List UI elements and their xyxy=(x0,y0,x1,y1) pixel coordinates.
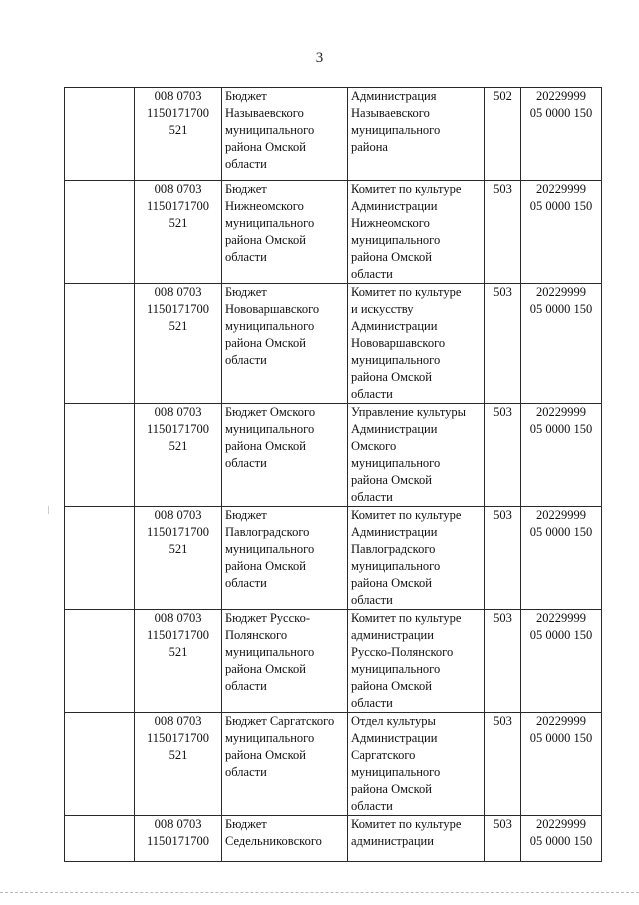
admin-code-cell: 503 xyxy=(485,181,521,284)
administrator-cell-line: Управление культуры xyxy=(351,405,467,419)
budget-name-cell xyxy=(222,816,348,862)
revenue-code-cell-line: 20229999 xyxy=(536,405,586,419)
administrator-cell xyxy=(348,610,485,713)
classification-code-cell-line: 521 xyxy=(168,748,188,762)
admin-code-cell: 503 xyxy=(485,284,521,404)
empty-cell xyxy=(65,284,135,404)
administrator-cell-line: района Омской xyxy=(351,250,432,264)
administrator-cell-line: области xyxy=(351,593,393,607)
revenue-code-cell xyxy=(521,713,602,816)
budget-name-cell-line: Нижнеомского xyxy=(225,199,304,213)
budget-name-cell-line: Бюджет xyxy=(225,817,267,831)
classification-code-cell-line: 008 0703 xyxy=(154,182,202,196)
administrator-cell-line: Администрации xyxy=(351,525,438,539)
administrator-cell-line: Русско-Полянского xyxy=(351,645,454,659)
revenue-code-cell-line: 20229999 xyxy=(536,714,586,728)
budget-name-cell xyxy=(222,181,348,284)
administrator-cell-line: района xyxy=(351,140,388,154)
budget-name-cell xyxy=(222,88,348,181)
administrator-cell-line: области xyxy=(351,490,393,504)
budget-name-cell-line: Бюджет xyxy=(225,182,267,196)
administrator-cell-line: муниципального xyxy=(351,353,441,367)
classification-code-cell-line: 521 xyxy=(168,645,188,659)
revenue-code-cell-line: 20229999 xyxy=(536,817,586,831)
administrator-cell-line: Комитет по культуре xyxy=(351,817,462,831)
classification-code-cell xyxy=(135,816,222,862)
revenue-code-cell xyxy=(521,507,602,610)
administrator-cell-line: Нижнеомского xyxy=(351,216,430,230)
admin-code-cell: 503 xyxy=(485,404,521,507)
budget-name-cell-line: муниципального xyxy=(225,216,315,230)
budget-name-cell xyxy=(222,404,348,507)
classification-code-cell-line: 1150171700 xyxy=(146,199,210,213)
administrator-cell xyxy=(348,181,485,284)
classification-code-cell-line: 1150171700 xyxy=(146,302,210,316)
administrator-cell-line: области xyxy=(351,267,393,281)
budget-name-cell-line: Бюджет Саргатского xyxy=(225,714,335,728)
administrator-cell xyxy=(348,816,485,862)
empty-cell xyxy=(65,404,135,507)
revenue-code-cell-line: 20229999 xyxy=(536,285,586,299)
budget-name-cell-line: Нововаршавского xyxy=(225,302,320,316)
revenue-code-cell xyxy=(521,88,602,181)
administrator-cell-line: муниципального xyxy=(351,233,441,247)
budget-name-cell-line: муниципального xyxy=(225,123,315,137)
administrator-cell-line: муниципального xyxy=(351,456,441,470)
classification-code-cell-line: 1150171700 xyxy=(146,106,210,120)
administrator-cell-line: Администрации xyxy=(351,199,438,213)
budget-name-cell-line: муниципального xyxy=(225,422,315,436)
administrator-cell-line: Саргатского xyxy=(351,748,416,762)
administrator-cell-line: области xyxy=(351,799,393,813)
budget-table xyxy=(64,87,602,862)
administrator-cell-line: Администрации xyxy=(351,319,438,333)
revenue-code-cell-line: 05 0000 150 xyxy=(529,628,593,642)
admin-code-cell: 503 xyxy=(485,507,521,610)
administrator-cell-line: Называевского xyxy=(351,106,430,120)
revenue-code-cell xyxy=(521,181,602,284)
revenue-code-cell xyxy=(521,404,602,507)
table-row xyxy=(65,507,602,610)
classification-code-cell-line: 1150171700 xyxy=(146,422,210,436)
classification-code-cell-line: 1150171700 xyxy=(146,834,210,848)
administrator-cell-line: Комитет по культуре xyxy=(351,285,462,299)
table-row xyxy=(65,88,602,181)
revenue-code-cell-line: 05 0000 150 xyxy=(529,731,593,745)
budget-name-cell xyxy=(222,507,348,610)
administrator-cell-line: администрации xyxy=(351,834,434,848)
administrator-cell-line: района Омской xyxy=(351,473,432,487)
classification-code-cell xyxy=(135,181,222,284)
budget-name-cell-line: муниципального xyxy=(225,645,315,659)
classification-code-cell xyxy=(135,610,222,713)
empty-cell xyxy=(65,507,135,610)
budget-name-cell-line: области xyxy=(225,353,267,367)
revenue-code-cell-line: 20229999 xyxy=(536,611,586,625)
admin-code-cell: 503 xyxy=(485,713,521,816)
revenue-code-cell-line: 05 0000 150 xyxy=(529,422,593,436)
classification-code-cell xyxy=(135,507,222,610)
budget-name-cell-line: области xyxy=(225,157,267,171)
empty-cell xyxy=(65,610,135,713)
table-row xyxy=(65,404,602,507)
administrator-cell-line: муниципального xyxy=(351,123,441,137)
revenue-code-cell-line: 20229999 xyxy=(536,89,586,103)
administrator-cell-line: муниципального xyxy=(351,765,441,779)
administrator-cell xyxy=(348,507,485,610)
administrator-cell-line: района Омской xyxy=(351,370,432,384)
administrator-cell-line: Администрации xyxy=(351,422,438,436)
classification-code-cell-line: 008 0703 xyxy=(154,405,202,419)
budget-name-cell-line: Бюджет xyxy=(225,285,267,299)
admin-code-cell: 503 xyxy=(485,816,521,862)
administrator-cell xyxy=(348,713,485,816)
administrator-cell-line: района Омской xyxy=(351,679,432,693)
budget-name-cell-line: муниципального xyxy=(225,319,315,333)
budget-name-cell-line: Седельниковского xyxy=(225,834,322,848)
administrator-cell-line: и искусству xyxy=(351,302,414,316)
budget-name-cell xyxy=(222,610,348,713)
administrator-cell-line: Комитет по культуре xyxy=(351,182,462,196)
administrator-cell xyxy=(348,88,485,181)
budget-name-cell-line: Бюджет Омского xyxy=(225,405,316,419)
administrator-cell-line: области xyxy=(351,696,393,710)
administrator-cell-line: Администрации xyxy=(351,731,438,745)
empty-cell xyxy=(65,713,135,816)
budget-name-cell-line: Павлоградского xyxy=(225,525,310,539)
budget-name-cell-line: района Омской xyxy=(225,233,306,247)
administrator-cell-line: Омского xyxy=(351,439,397,453)
budget-name-cell-line: Бюджет xyxy=(225,508,267,522)
classification-code-cell xyxy=(135,88,222,181)
classification-code-cell-line: 008 0703 xyxy=(154,508,202,522)
budget-name-cell-line: Бюджет xyxy=(225,89,267,103)
classification-code-cell-line: 521 xyxy=(168,439,188,453)
administrator-cell-line: Отдел культуры xyxy=(351,714,436,728)
classification-code-cell xyxy=(135,404,222,507)
admin-code-cell: 503 xyxy=(485,610,521,713)
empty-cell xyxy=(65,181,135,284)
administrator-cell-line: области xyxy=(351,387,393,401)
classification-code-cell-line: 1150171700 xyxy=(146,628,210,642)
budget-name-cell-line: области xyxy=(225,765,267,779)
budget-name-cell-line: Бюджет Русско- xyxy=(225,611,310,625)
budget-name-cell-line: района Омской xyxy=(225,559,306,573)
classification-code-cell-line: 008 0703 xyxy=(154,817,202,831)
table-row xyxy=(65,181,602,284)
classification-code-cell-line: 008 0703 xyxy=(154,714,202,728)
budget-name-cell-line: района Омской xyxy=(225,748,306,762)
budget-name-cell-line: области xyxy=(225,456,267,470)
budget-name-cell xyxy=(222,284,348,404)
classification-code-cell xyxy=(135,284,222,404)
revenue-code-cell-line: 20229999 xyxy=(536,182,586,196)
revenue-code-cell-line: 05 0000 150 xyxy=(529,834,593,848)
revenue-code-cell-line: 05 0000 150 xyxy=(529,106,593,120)
budget-name-cell-line: области xyxy=(225,250,267,264)
budget-name-cell-line: Называевского xyxy=(225,106,304,120)
classification-code-cell-line: 1150171700 xyxy=(146,731,210,745)
admin-code-cell: 502 xyxy=(485,88,521,181)
budget-name-cell-line: района Омской xyxy=(225,140,306,154)
revenue-code-cell xyxy=(521,816,602,862)
revenue-code-cell-line: 05 0000 150 xyxy=(529,525,593,539)
empty-cell xyxy=(65,88,135,181)
revenue-code-cell-line: 20229999 xyxy=(536,508,586,522)
margin-mark xyxy=(48,506,49,514)
revenue-code-cell xyxy=(521,610,602,713)
classification-code-cell-line: 521 xyxy=(168,542,188,556)
budget-name-cell-line: Полянского xyxy=(225,628,288,642)
classification-code-cell-line: 008 0703 xyxy=(154,89,202,103)
table-row xyxy=(65,284,602,404)
table-row xyxy=(65,610,602,713)
budget-name-cell-line: района Омской xyxy=(225,336,306,350)
budget-name-cell-line: района Омской xyxy=(225,439,306,453)
classification-code-cell-line: 008 0703 xyxy=(154,611,202,625)
budget-name-cell-line: области xyxy=(225,679,267,693)
administrator-cell-line: Администрация xyxy=(351,89,437,103)
classification-code-cell-line: 521 xyxy=(168,123,188,137)
budget-name-cell-line: муниципального xyxy=(225,731,315,745)
administrator-cell-line: Павлоградского xyxy=(351,542,436,556)
classification-code-cell-line: 1150171700 xyxy=(146,525,210,539)
page-bottom-rule xyxy=(0,892,639,893)
administrator-cell xyxy=(348,284,485,404)
administrator-cell-line: района Омской xyxy=(351,782,432,796)
administrator-cell-line: района Омской xyxy=(351,576,432,590)
administrator-cell-line: Комитет по культуре xyxy=(351,508,462,522)
administrator-cell-line: Нововаршавского xyxy=(351,336,446,350)
administrator-cell-line: администрации xyxy=(351,628,434,642)
table-row xyxy=(65,816,602,862)
empty-cell xyxy=(65,816,135,862)
revenue-code-cell xyxy=(521,284,602,404)
table-row xyxy=(65,713,602,816)
classification-code-cell-line: 521 xyxy=(168,319,188,333)
administrator-cell-line: муниципального xyxy=(351,662,441,676)
classification-code-cell-line: 008 0703 xyxy=(154,285,202,299)
classification-code-cell-line: 521 xyxy=(168,216,188,230)
administrator-cell-line: муниципального xyxy=(351,559,441,573)
page-number: 3 xyxy=(315,50,324,66)
budget-name-cell-line: муниципального xyxy=(225,542,315,556)
administrator-cell-line: Комитет по культуре xyxy=(351,611,462,625)
administrator-cell xyxy=(348,404,485,507)
revenue-code-cell-line: 05 0000 150 xyxy=(529,302,593,316)
budget-name-cell-line: района Омской xyxy=(225,662,306,676)
budget-name-cell-line: области xyxy=(225,576,267,590)
budget-name-cell xyxy=(222,713,348,816)
classification-code-cell xyxy=(135,713,222,816)
revenue-code-cell-line: 05 0000 150 xyxy=(529,199,593,213)
table-body xyxy=(65,88,602,862)
